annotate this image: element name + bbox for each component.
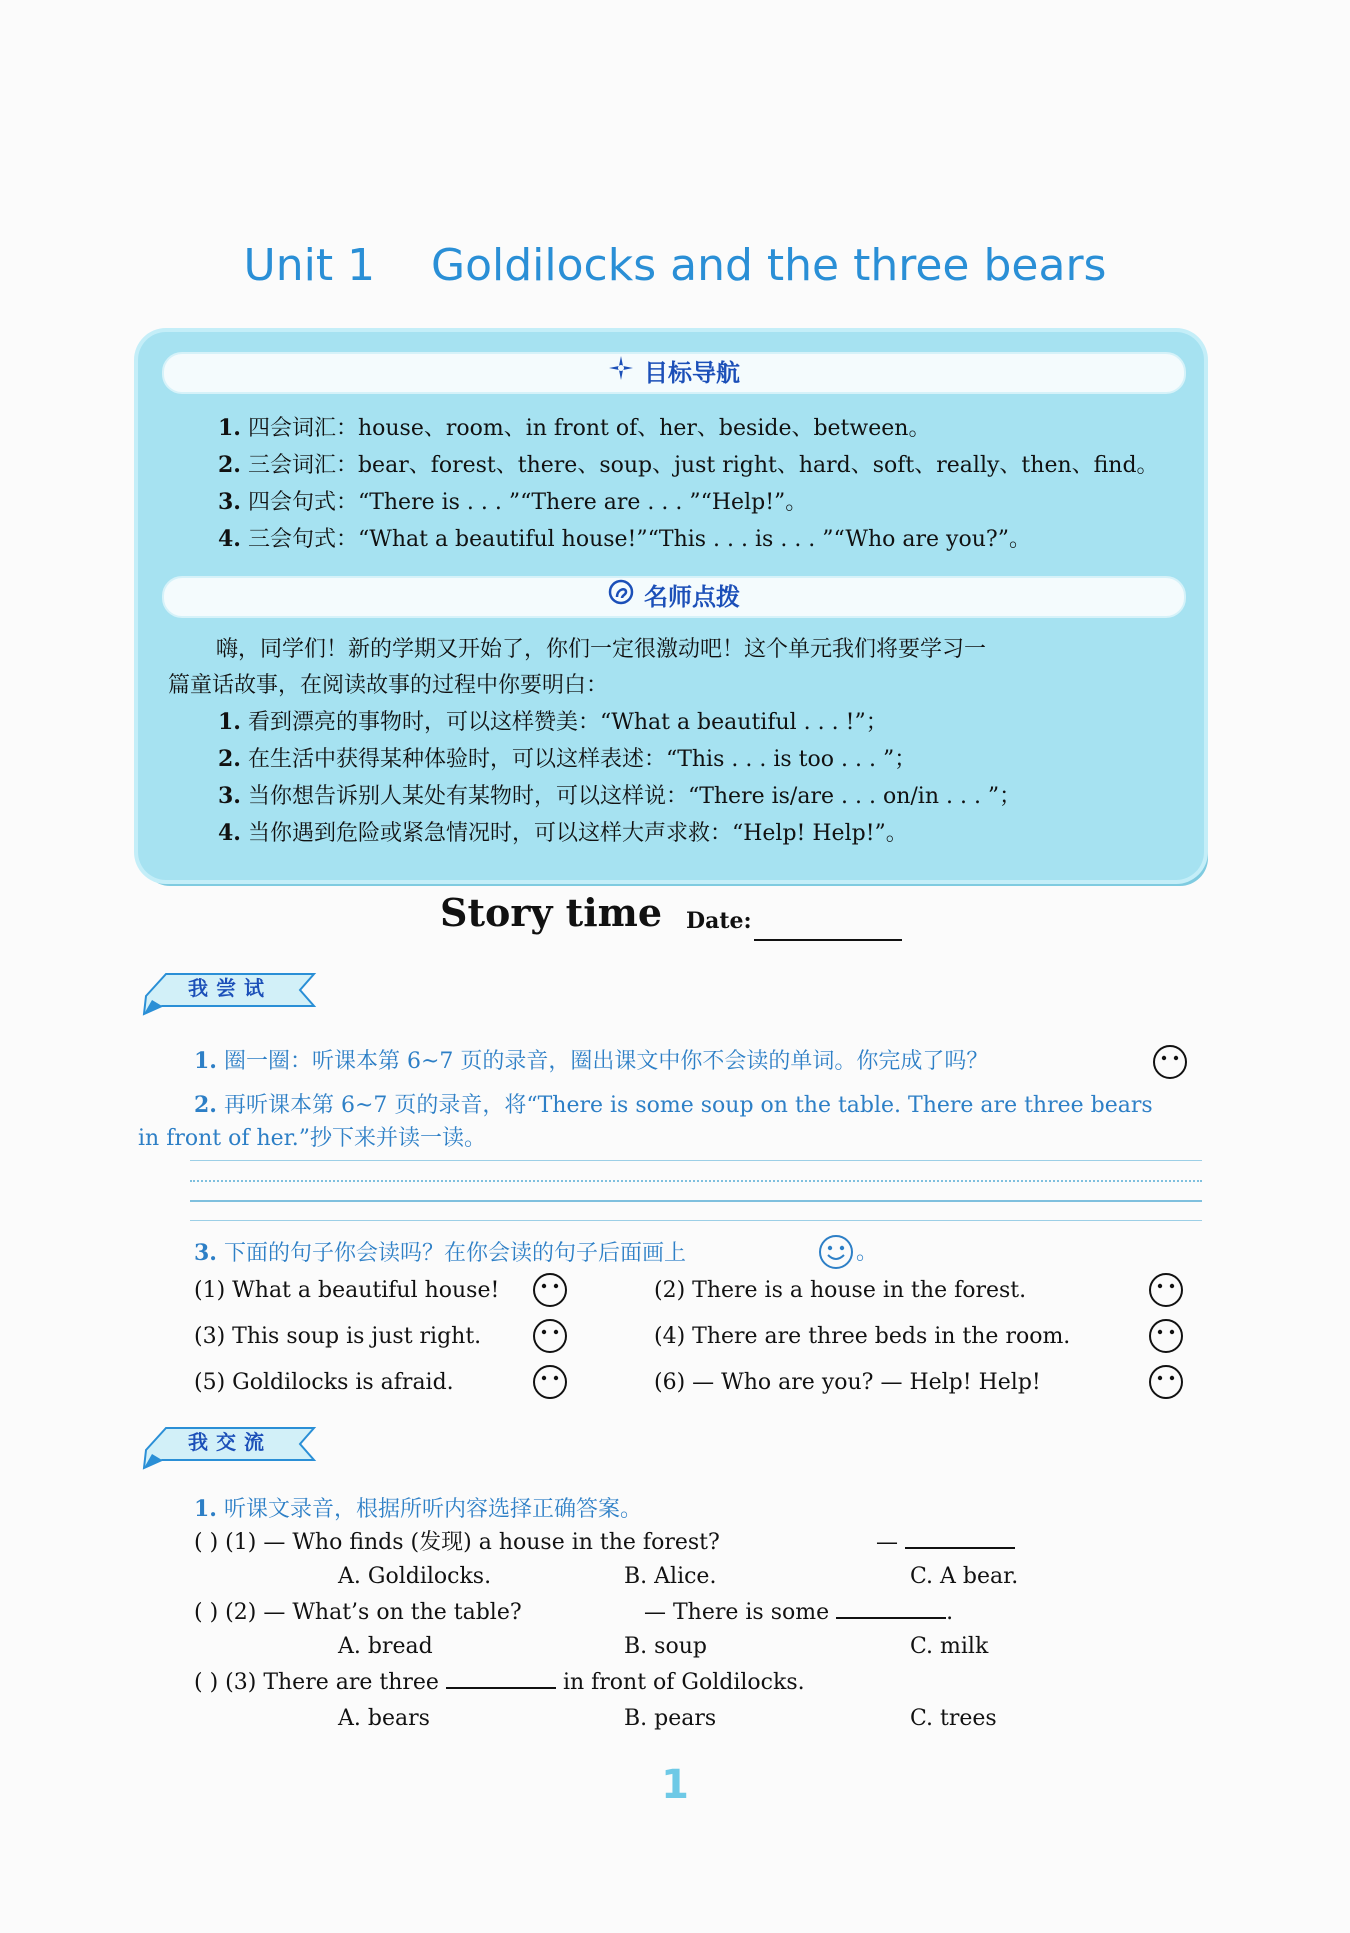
sentence-5: (5) Goldilocks is afraid.	[194, 1370, 454, 1395]
question-stem: (1) — Who finds (发现) a house in the forest?	[225, 1530, 720, 1555]
try-task-2	[194, 1088, 1153, 1123]
question-1	[194, 1526, 720, 1560]
question-1-answer	[876, 1526, 1015, 1560]
tips-content	[168, 632, 1021, 852]
goal-item	[218, 447, 1159, 484]
tip-text: 当你想告诉别人某处有某物时，可以这样说：“There is/are . . . on/in . . . ”；	[247, 784, 1022, 809]
try-task-1	[194, 1044, 988, 1079]
tip-text: 在生活中获得某种体验时，可以这样表述：“This . . . is too . . . ”；	[247, 747, 917, 772]
sentence-2: (2) There is a house in the forest.	[654, 1278, 1027, 1303]
tip-num: 4.	[218, 820, 241, 846]
goal-text: 四会句式：“There is . . . ”“There are . . . ”“Help!”。	[247, 490, 808, 515]
smiley-icon[interactable]	[532, 1364, 568, 1400]
tip-item	[218, 704, 1021, 741]
exchange-tag-label: 我交流	[188, 1430, 272, 1454]
question-3	[194, 1666, 805, 1700]
task-num: 1.	[194, 1048, 217, 1074]
option-a: A. bread	[338, 1634, 433, 1659]
answer-prefix: —	[876, 1530, 898, 1555]
smiley-icon[interactable]	[532, 1272, 568, 1308]
date-blank[interactable]	[754, 939, 902, 941]
goal-text: 三会句式：“What a beautiful house!”“This . . . is . . . ”“Who are you?”。	[247, 527, 1031, 552]
smiley-icon	[818, 1234, 854, 1270]
goals-banner	[162, 352, 1186, 394]
exchange-task-1	[194, 1492, 642, 1527]
sentence-4: (4) There are three beds in the room.	[654, 1324, 1071, 1349]
goals-list	[218, 410, 1159, 558]
writing-line[interactable]	[190, 1220, 1202, 1221]
option-b: B. soup	[624, 1634, 707, 1659]
writing-line[interactable]	[190, 1160, 1202, 1161]
tips-list	[168, 704, 1021, 852]
ear-icon	[608, 578, 634, 616]
writing-line[interactable]	[190, 1180, 1202, 1182]
tip-num: 3.	[218, 783, 241, 809]
try-task-3	[194, 1236, 686, 1271]
question-2	[194, 1596, 522, 1630]
task-text: 再听课本第 6~7 页的录音，将“There is some soup on the table. There are three bears	[223, 1093, 1153, 1118]
option-b: B. Alice.	[624, 1564, 717, 1589]
question-2-answer	[644, 1596, 953, 1630]
answer-paren[interactable]: ( )	[194, 1530, 219, 1555]
smiley-icon[interactable]	[1148, 1364, 1184, 1400]
goal-num: 2.	[218, 452, 241, 478]
goals-banner-label: 目标导航	[644, 359, 740, 387]
tip-num: 1.	[218, 709, 241, 735]
answer-paren[interactable]: ( )	[194, 1600, 219, 1625]
tip-text: 当你遇到危险或紧急情况时，可以这样大声求救：“Help! Help!”。	[247, 821, 908, 846]
tips-intro: 篇童话故事，在阅读故事的过程中你要明白：	[168, 673, 609, 698]
goal-num: 4.	[218, 526, 241, 552]
answer-suffix: .	[946, 1600, 954, 1625]
question-stem: (2) — What’s on the table?	[225, 1600, 522, 1625]
task-num: 2.	[194, 1092, 217, 1118]
task-text: 下面的句子你会读吗？在你会读的句子后面画上	[223, 1241, 686, 1266]
tips-intro: 嗨，同学们！新的学期又开始了，你们一定很激动吧！这个单元我们将要学习一	[216, 637, 987, 662]
tip-item	[218, 815, 1021, 852]
answer-paren[interactable]: ( )	[194, 1670, 219, 1695]
task-3-end: 。	[856, 1240, 879, 1265]
question-stem-suffix: in front of Goldilocks.	[562, 1670, 805, 1695]
task-num: 3.	[194, 1240, 217, 1266]
goal-num: 3.	[218, 489, 241, 515]
task-text: 圈一圈：听课本第 6~7 页的录音，圈出课文中你不会读的单词。你完成了吗？	[223, 1049, 989, 1074]
smiley-icon[interactable]	[1148, 1318, 1184, 1354]
tip-item	[218, 741, 1021, 778]
smiley-icon[interactable]	[1148, 1272, 1184, 1308]
answer-blank[interactable]	[905, 1529, 1015, 1549]
option-a: A. Goldilocks.	[338, 1564, 492, 1589]
tips-banner	[162, 576, 1186, 618]
page-number: 1	[661, 1762, 689, 1808]
task-num: 1.	[194, 1496, 217, 1522]
smiley-icon[interactable]	[532, 1318, 568, 1354]
story-title: Story time	[440, 890, 663, 935]
try-section-tag	[138, 966, 318, 1014]
goal-text: 三会词汇：bear、forest、there、soup、just right、hard、soft、really、then、find。	[247, 453, 1159, 478]
goal-num: 1.	[218, 415, 241, 441]
compass-star-icon	[608, 354, 634, 392]
sentence-1: (1) What a beautiful house!	[194, 1278, 500, 1303]
try-tag-label: 我尝试	[188, 976, 272, 1000]
sentence-3: (3) This soup is just right.	[194, 1324, 482, 1349]
option-c: C. milk	[910, 1634, 989, 1659]
tip-text: 看到漂亮的事物时，可以这样赞美：“What a beautiful . . . !”；	[247, 710, 888, 735]
goal-item	[218, 521, 1159, 558]
goal-item	[218, 410, 1159, 447]
tips-banner-label: 名师点拨	[644, 583, 740, 611]
tip-item	[218, 778, 1021, 815]
answer-blank[interactable]	[836, 1599, 946, 1619]
date-label: Date:	[686, 908, 752, 934]
option-b: B. pears	[624, 1706, 717, 1731]
option-c: C. A bear.	[910, 1564, 1019, 1589]
writing-line[interactable]	[190, 1200, 1202, 1202]
try-task-2-cont: in front of her.”抄下来并读一读。	[138, 1126, 487, 1151]
option-c: C. trees	[910, 1706, 997, 1731]
option-a: A. bears	[338, 1706, 430, 1731]
smiley-icon[interactable]	[1152, 1044, 1188, 1080]
task-text: 听课文录音，根据所听内容选择正确答案。	[223, 1497, 642, 1522]
question-stem: (3) There are three	[225, 1670, 439, 1695]
goal-text: 四会词汇：house、room、in front of、her、beside、between。	[247, 416, 931, 441]
tip-num: 2.	[218, 746, 241, 772]
goal-item	[218, 484, 1159, 521]
exchange-section-tag	[138, 1420, 318, 1468]
answer-prefix: — There is some	[644, 1600, 830, 1625]
sentence-6: (6) — Who are you? — Help! Help!	[654, 1370, 1041, 1395]
answer-blank[interactable]	[446, 1669, 556, 1689]
unit-title: Unit 1 Goldilocks and the three bears	[243, 240, 1107, 291]
